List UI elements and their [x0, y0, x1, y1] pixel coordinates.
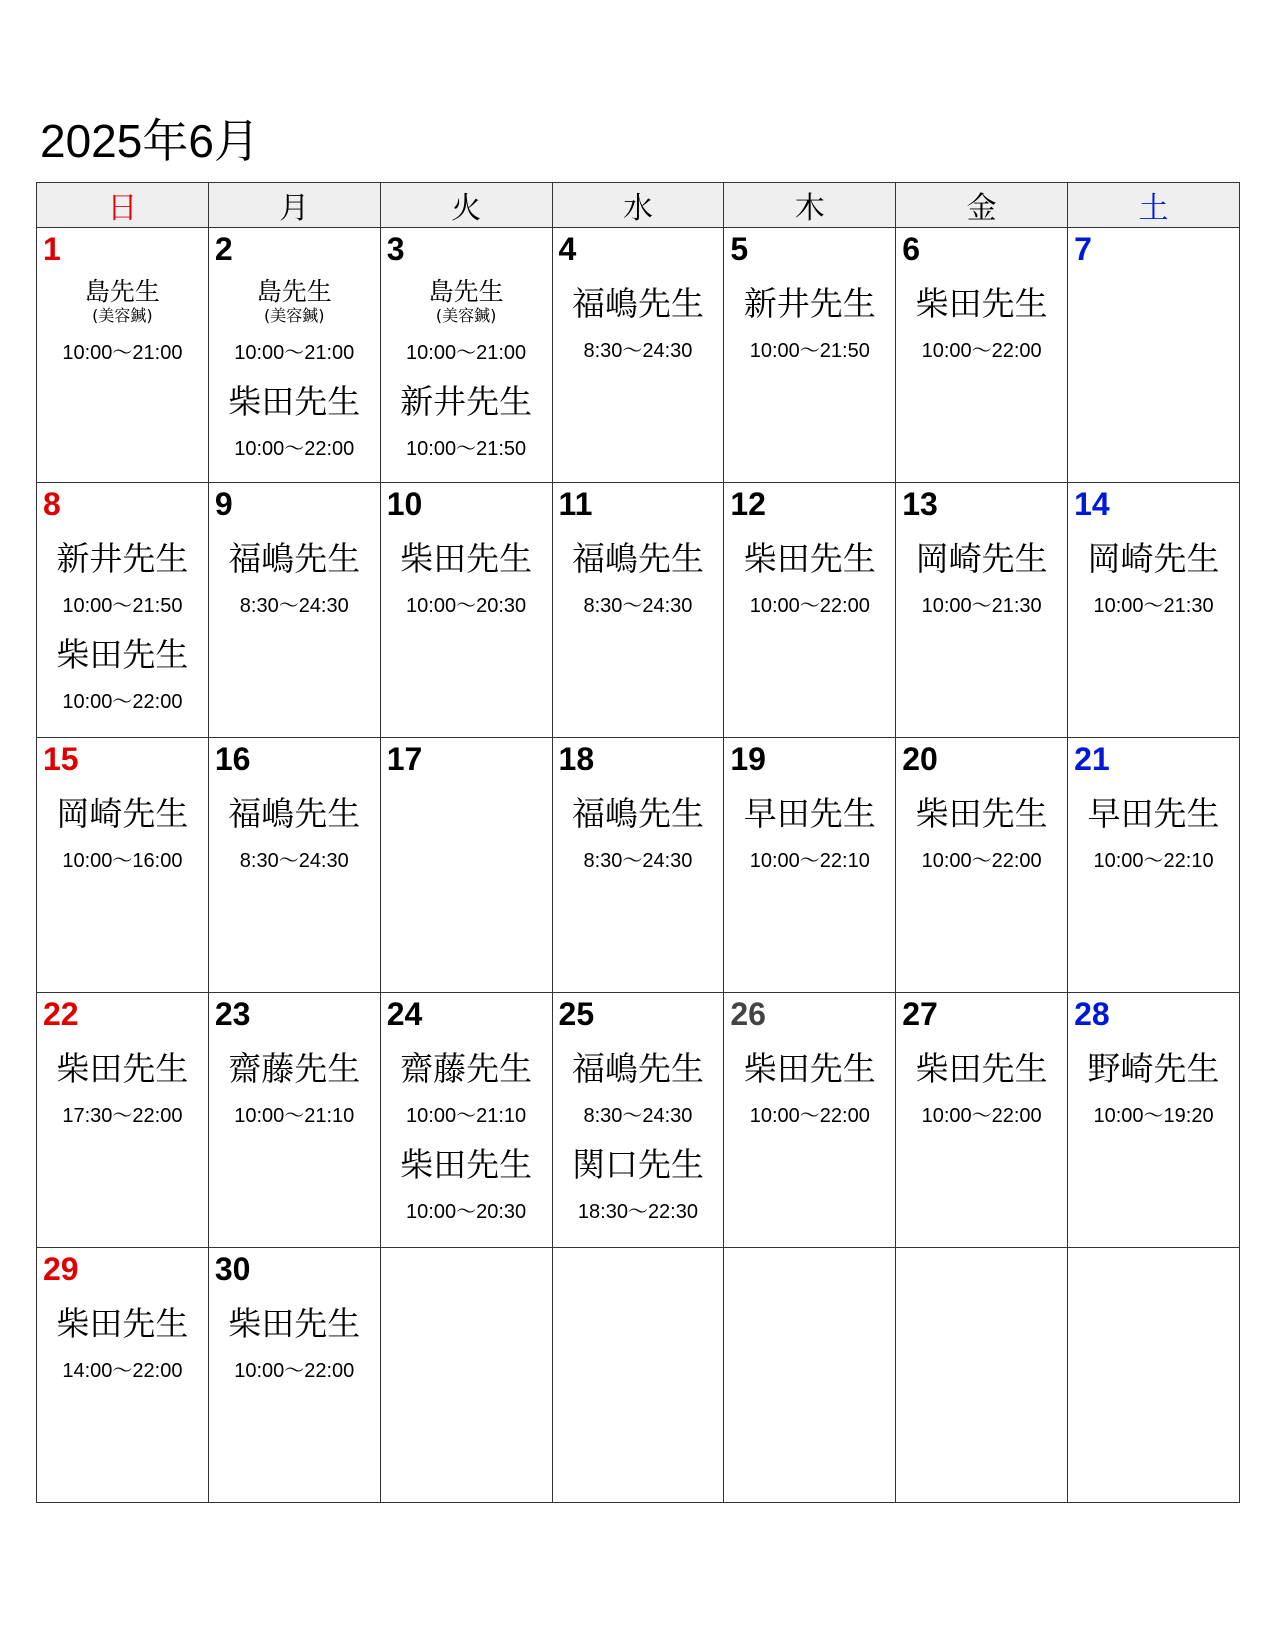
- shift-time: 17:30〜22:00: [62, 1105, 183, 1127]
- day-cell-thu: [724, 483, 896, 738]
- shift-list: [37, 788, 208, 884]
- doctor-name: 柴田先生: [56, 635, 189, 674]
- shift-time: 10:00〜22:00: [749, 1105, 870, 1127]
- shift-time: 10:00〜21:00: [406, 342, 527, 364]
- day-cell-sun: [37, 228, 209, 483]
- day-cell-mon: [208, 483, 380, 738]
- day-cell-sun: [37, 993, 209, 1248]
- weekday-thu: 木: [724, 183, 896, 228]
- weekday-sun: 日: [37, 183, 209, 228]
- day-cell-mon: [208, 993, 380, 1248]
- day-cell-wed: [552, 483, 724, 738]
- treatment-note: (美容鍼): [92, 306, 153, 325]
- day-cell-thu: [724, 993, 896, 1248]
- day-number: 19: [730, 741, 766, 777]
- day-cell-tue: [380, 228, 552, 483]
- shift-time: 10:00〜21:30: [921, 595, 1042, 617]
- doctor-name: 柴田先生: [915, 284, 1048, 323]
- shift-time: 8:30〜24:30: [583, 340, 693, 362]
- shift-time: 8:30〜24:30: [583, 1105, 693, 1127]
- day-cell-thu: [724, 738, 896, 993]
- shift-list: [37, 1043, 208, 1139]
- shift-time: 10:00〜22:00: [234, 1360, 355, 1382]
- shift-time: 10:00〜21:00: [62, 342, 183, 364]
- day-number: 15: [43, 741, 79, 777]
- week-row: [37, 993, 1240, 1248]
- day-number: 27: [902, 996, 938, 1032]
- day-cell-wed: [552, 228, 724, 483]
- day-cell-thu: [724, 228, 896, 483]
- day-number: 25: [558, 996, 595, 1032]
- day-number: 26: [730, 996, 766, 1032]
- day-cell-tue: [380, 993, 552, 1248]
- shift-time: 10:00〜21:50: [749, 340, 870, 362]
- weekday-fri: 金: [896, 183, 1068, 228]
- shift-time: 10:00〜22:10: [1093, 850, 1214, 872]
- shift-time: 8:30〜24:30: [583, 850, 693, 872]
- treatment-note: (美容鍼): [435, 306, 497, 325]
- shift-list: [724, 533, 895, 629]
- day-number: 29: [43, 1251, 79, 1287]
- day-number: 20: [902, 741, 938, 777]
- doctor-name: 柴田先生: [915, 794, 1048, 833]
- shift-list: [1068, 533, 1239, 629]
- page-title: 2025年6月: [40, 115, 260, 167]
- doctor-name: 岡崎先生: [915, 539, 1048, 578]
- day-number: 5: [730, 231, 749, 267]
- doctor-name: 柴田先生: [228, 1304, 361, 1343]
- shift-time: 10:00〜22:00: [921, 1105, 1042, 1127]
- shift-list: [1068, 788, 1239, 884]
- doctor-name: 岡崎先生: [1087, 539, 1220, 578]
- shift-time: 10:00〜20:30: [406, 595, 527, 617]
- shift-time: 8:30〜24:30: [239, 850, 349, 872]
- shift-time: 10:00〜22:00: [921, 850, 1042, 872]
- shift-time: 14:00〜22:00: [62, 1360, 183, 1382]
- week-row: [37, 228, 1240, 483]
- day-cell-fri: [896, 483, 1068, 738]
- day-number: 23: [214, 996, 251, 1032]
- shift-time: 8:30〜24:30: [583, 595, 693, 617]
- day-cell-sat: [1068, 228, 1240, 483]
- day-cell-sun: [37, 738, 209, 993]
- doctor-name: 福嶋先生: [571, 794, 704, 833]
- weekday-tue: 火: [380, 183, 552, 228]
- doctor-name: 新井先生: [743, 284, 876, 323]
- day-cell-mon: [208, 738, 380, 993]
- day-cell-sat: [1068, 738, 1240, 993]
- weekday-wed: 水: [552, 183, 724, 228]
- day-cell-thu: [724, 1248, 896, 1503]
- doctor-name: 新井先生: [56, 539, 189, 578]
- shift-list: [209, 1043, 380, 1139]
- shift-time: 10:00〜20:30: [406, 1201, 527, 1223]
- doctor-name: 野崎先生: [1087, 1049, 1220, 1088]
- day-number: 14: [1074, 486, 1110, 522]
- shift-time: 10:00〜19:20: [1093, 1105, 1214, 1127]
- day-cell-wed: [552, 993, 724, 1248]
- shift-time: 10:00〜21:50: [406, 438, 527, 460]
- shift-list: [724, 278, 895, 374]
- shift-list: [37, 533, 208, 725]
- doctor-name: 柴田先生: [915, 1049, 1048, 1088]
- day-number: 30: [214, 1251, 251, 1287]
- day-number: 18: [558, 741, 595, 777]
- day-number: 3: [386, 231, 405, 267]
- day-cell-fri: [896, 993, 1068, 1248]
- shift-time: 10:00〜22:00: [749, 595, 870, 617]
- day-number: 7: [1074, 231, 1092, 267]
- week-row: [37, 1248, 1240, 1503]
- shift-list: [724, 788, 895, 884]
- day-number: 16: [214, 741, 251, 777]
- shift-list: [209, 788, 380, 884]
- doctor-name: 関口先生: [571, 1145, 704, 1184]
- doctor-name: 柴田先生: [56, 1304, 189, 1343]
- shift-list: [209, 278, 380, 472]
- calendar-grid: [36, 182, 1240, 1503]
- shift-time: 10:00〜16:00: [62, 850, 183, 872]
- doctor-name: 柴田先生: [743, 539, 876, 578]
- weekday-mon: 月: [208, 183, 380, 228]
- doctor-name: 岡崎先生: [56, 794, 189, 833]
- doctor-name: 柴田先生: [400, 1145, 533, 1184]
- shift-list: [896, 278, 1067, 374]
- doctor-name: 福嶋先生: [571, 284, 704, 323]
- shift-time: 18:30〜22:30: [577, 1201, 698, 1223]
- shift-list: [896, 1043, 1067, 1139]
- day-cell-wed: [552, 1248, 724, 1503]
- shift-time: 10:00〜21:50: [62, 595, 183, 617]
- weekday-header-row: [37, 183, 1240, 228]
- doctor-name: 福嶋先生: [228, 539, 361, 578]
- day-cell-sun: [37, 483, 209, 738]
- day-number: 9: [214, 486, 233, 522]
- doctor-name: 齋藤先生: [400, 1049, 533, 1088]
- shift-time: 10:00〜21:00: [234, 342, 355, 364]
- weekday-sat: 土: [1068, 183, 1240, 228]
- shift-time: 10:00〜22:00: [921, 340, 1042, 362]
- day-cell-sat: [1068, 993, 1240, 1248]
- shift-list: [381, 1043, 552, 1235]
- day-number: 10: [386, 486, 423, 522]
- shift-list: [896, 788, 1067, 884]
- day-number: 6: [902, 231, 921, 267]
- day-cell-tue: [380, 1248, 552, 1503]
- shift-time: 10:00〜21:10: [234, 1105, 355, 1127]
- shift-time: 10:00〜22:10: [749, 850, 870, 872]
- day-number: 21: [1074, 741, 1110, 777]
- shift-time: 10:00〜21:30: [1093, 595, 1214, 617]
- shift-list: [381, 278, 552, 472]
- shift-time: 10:00〜22:00: [62, 691, 183, 713]
- doctor-name: 柴田先生: [228, 382, 361, 421]
- day-cell-fri: [896, 228, 1068, 483]
- day-number: 13: [902, 486, 938, 522]
- doctor-name: 島先生: [428, 277, 504, 306]
- day-cell-fri: [896, 1248, 1068, 1503]
- doctor-name: 福嶋先生: [571, 539, 704, 578]
- shift-list: [553, 278, 724, 374]
- day-cell-mon: [208, 228, 380, 483]
- day-number: 17: [386, 741, 423, 777]
- treatment-note: (美容鍼): [264, 306, 325, 325]
- shift-list: [553, 533, 724, 629]
- day-cell-mon: [208, 1248, 380, 1503]
- shift-time: 10:00〜22:00: [234, 438, 355, 460]
- shift-list: [37, 1298, 208, 1394]
- doctor-name: 早田先生: [1087, 794, 1220, 833]
- day-number: 4: [558, 231, 577, 267]
- day-number: 2: [214, 231, 233, 267]
- day-number: 8: [43, 486, 61, 522]
- doctor-name: 柴田先生: [743, 1049, 876, 1088]
- shift-list: [896, 533, 1067, 629]
- doctor-name: 柴田先生: [56, 1049, 189, 1088]
- day-cell-tue: [380, 483, 552, 738]
- doctor-name: 早田先生: [743, 794, 876, 833]
- day-number: 22: [43, 996, 79, 1032]
- shift-list: [37, 278, 208, 376]
- day-number: 11: [558, 486, 593, 522]
- day-number: 12: [730, 486, 766, 522]
- day-cell-sat: [1068, 1248, 1240, 1503]
- day-cell-tue: [380, 738, 552, 993]
- day-number: 24: [386, 996, 423, 1032]
- shift-list: [381, 533, 552, 629]
- week-row: [37, 738, 1240, 993]
- shift-list: [209, 1298, 380, 1394]
- shift-list: [724, 1043, 895, 1139]
- shift-time: 10:00〜21:10: [406, 1105, 527, 1127]
- day-number: 1: [43, 231, 61, 267]
- shift-list: [209, 533, 380, 629]
- week-row: [37, 483, 1240, 738]
- doctor-name: 柴田先生: [400, 539, 533, 578]
- doctor-name: 福嶋先生: [228, 794, 361, 833]
- day-cell-wed: [552, 738, 724, 993]
- doctor-name: 福嶋先生: [571, 1049, 704, 1088]
- day-cell-sat: [1068, 483, 1240, 738]
- doctor-name: 島先生: [84, 277, 160, 306]
- shift-list: [553, 1043, 724, 1235]
- doctor-name: 島先生: [256, 277, 332, 306]
- doctor-name: 新井先生: [400, 382, 533, 421]
- shift-list: [553, 788, 724, 884]
- doctor-name: 齋藤先生: [228, 1049, 361, 1088]
- day-cell-fri: [896, 738, 1068, 993]
- day-number: 28: [1074, 996, 1110, 1032]
- shift-time: 8:30〜24:30: [239, 595, 349, 617]
- shift-list: [1068, 1043, 1239, 1139]
- day-cell-sun: [37, 1248, 209, 1503]
